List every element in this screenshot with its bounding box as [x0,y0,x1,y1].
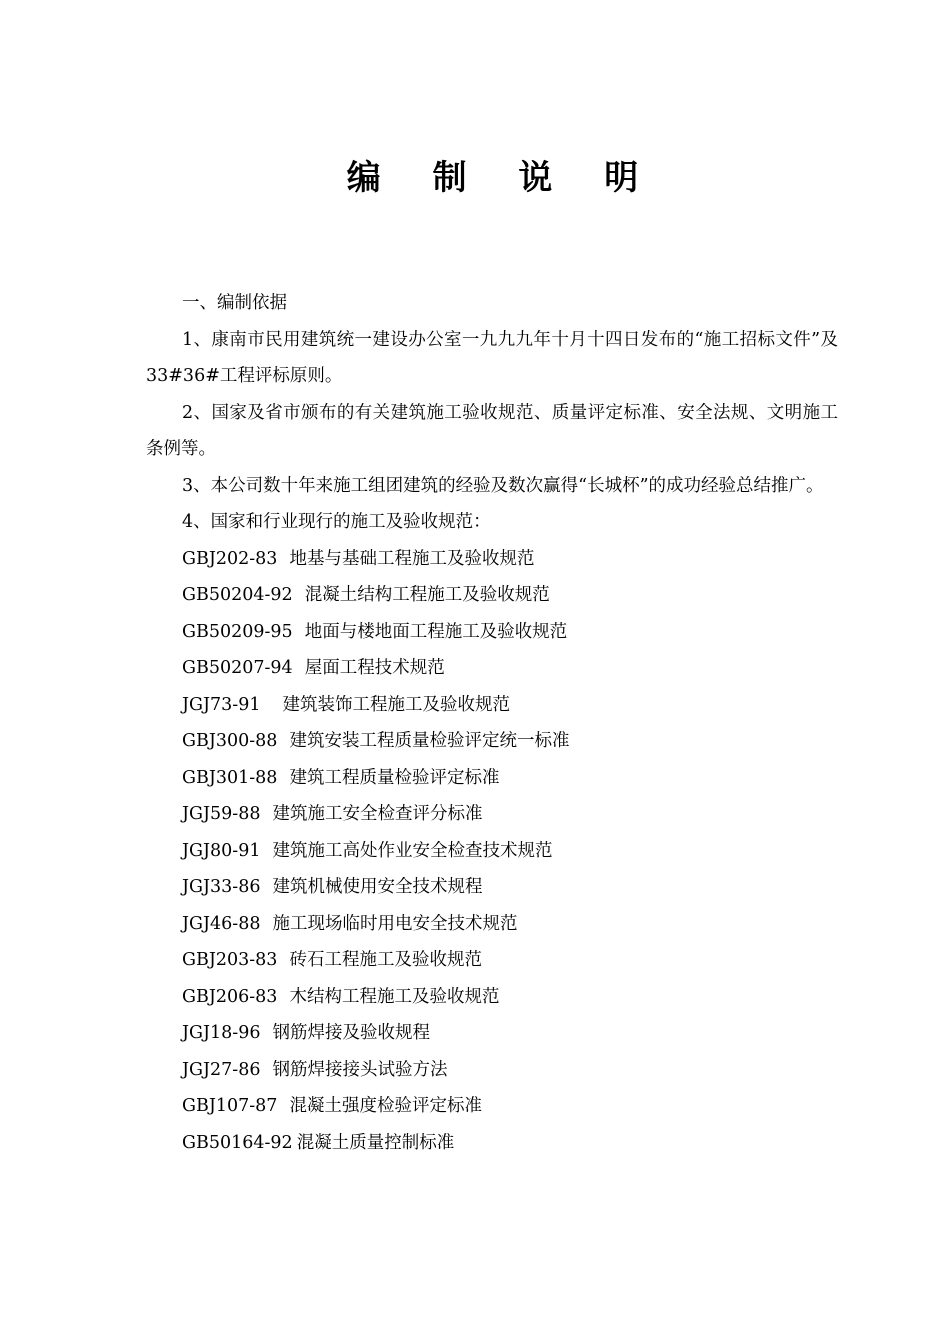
standard-code: GBJ107-87 [182,1096,278,1116]
page-title: 编 制 说 明 [346,158,659,198]
list-item [146,687,838,724]
standard-code: JGJ33-86 [182,877,261,897]
standard-code: JGJ59-88 [182,804,261,824]
standard-name: 施工现场临时用电安全技术规范 [272,913,518,934]
list-item [146,723,838,760]
standard-code: GBJ203-83 [182,950,278,970]
standard-name: 砖石工程施工及验收规范 [289,950,482,970]
list-item [146,833,838,870]
standard-name: 混凝土质量控制标准 [296,1132,455,1153]
standard-code: GBJ202-83 [182,548,278,569]
paragraph-3: 3、本公司数十年来施工组团建筑的经验及数次赢得“长城杯”的成功经验总结推广。 [182,475,824,496]
standard-code: GBJ301-88 [182,767,278,788]
standard-code: GB50204-92 [182,585,293,605]
list-item [146,1088,838,1125]
list-item [146,869,838,906]
list-item [146,1015,838,1052]
list-item [146,541,838,578]
standard-name: 建筑工程质量检验评定标准 [289,767,500,788]
standard-code: GB50207-94 [182,658,293,678]
list-item [146,614,838,651]
standard-name: 地面与楼地面工程施工及验收规范 [304,621,568,642]
standard-code: JGJ73-91 [182,694,261,715]
standard-name: 木结构工程施工及验收规范 [289,986,500,1007]
standard-code: JGJ27-86 [182,1059,261,1080]
list-item [146,1052,838,1089]
standards-list [146,541,838,1162]
standard-code: JGJ80-91 [182,840,261,861]
standard-name: 建筑安装工程质量检验评定统一标准 [289,731,570,751]
paragraph-2: 2、国家及省市颁布的有关建筑施工验收规范、质量评定标准、安全法规、文明施工条例等。 [146,402,838,459]
list-item [146,906,838,943]
standard-name: 混凝土结构工程施工及验收规范 [304,585,550,605]
paragraph-1: 1、康南市民用建筑统一建设办公室一九九九年十月十四日发布的“施工招标文件”及33#36#工程评标原则。 [146,329,838,386]
standard-name: 建筑施工高处作业安全检查技术规范 [272,840,553,861]
list-item [146,979,838,1016]
list-item [146,577,838,614]
standard-name: 混凝土强度检验评定标准 [289,1096,482,1116]
list-item [146,942,838,979]
standard-name: 建筑装饰工程施工及验收规范 [282,694,510,715]
standard-name: 钢筋焊接及验收规程 [272,1023,430,1043]
list-item [146,650,838,687]
standard-code: GBJ300-88 [182,731,278,751]
standard-name: 建筑施工安全检查评分标准 [272,804,483,824]
list-item [146,796,838,833]
standard-name: 建筑机械使用安全技术规程 [272,877,483,897]
standard-code: JGJ46-88 [182,913,261,934]
list-item [146,1125,838,1162]
standard-code: GB50164-92 [182,1132,293,1153]
section-heading: 一、编制依据 [182,293,287,313]
list-item [146,760,838,797]
standard-code: GB50209-95 [182,621,293,642]
standard-name: 地基与基础工程施工及验收规范 [289,548,535,569]
paragraph-4: 4、国家和行业现行的施工及验收规范： [182,512,491,532]
document-body [146,285,838,1161]
standard-name: 钢筋焊接接头试验方法 [272,1059,448,1080]
standard-name: 屋面工程技术规范 [304,658,445,678]
standard-code: GBJ206-83 [182,986,278,1007]
standard-code: JGJ18-96 [182,1023,261,1043]
